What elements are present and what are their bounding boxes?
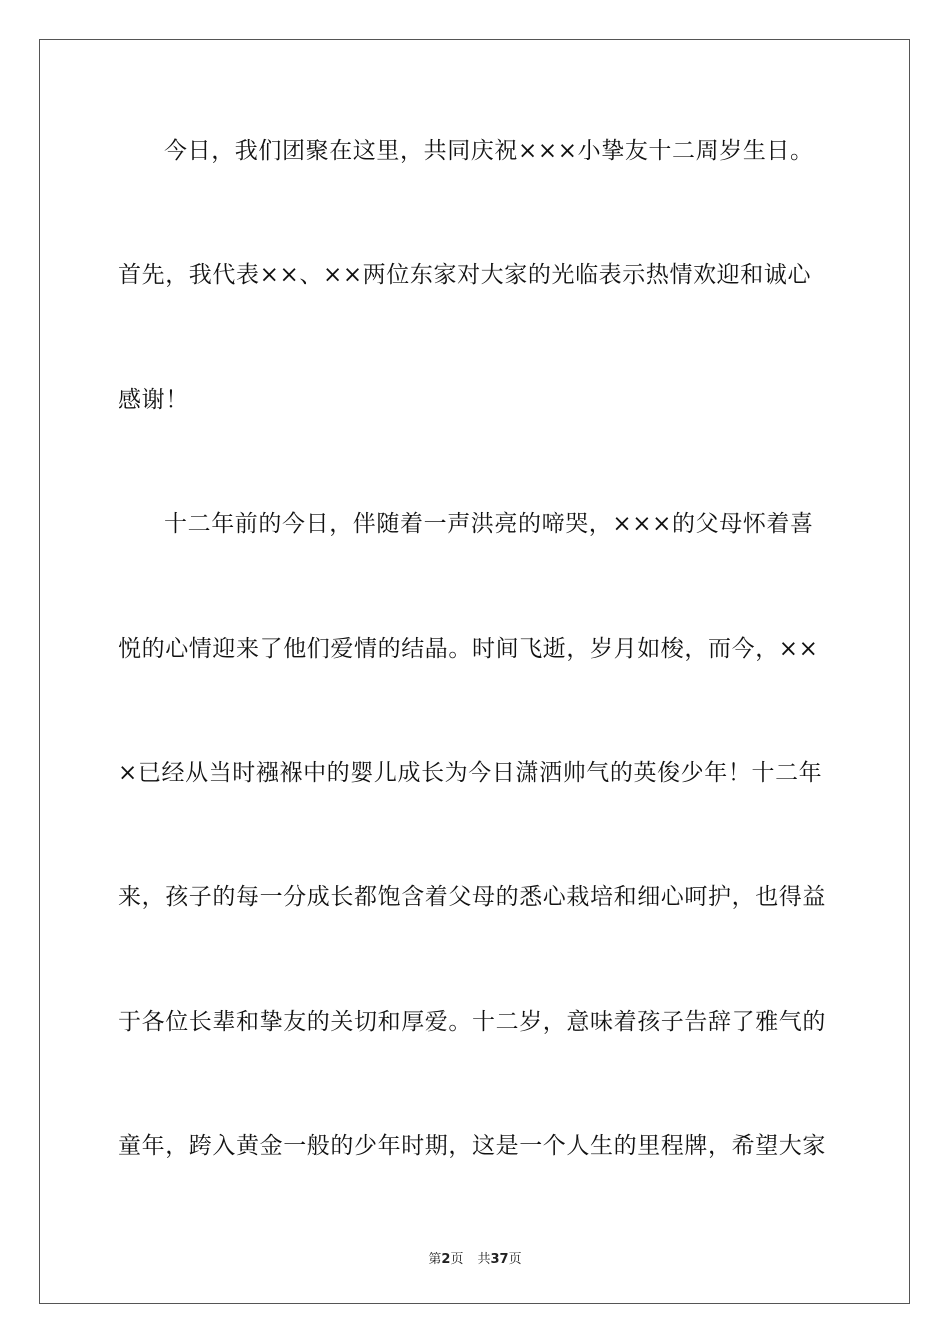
page-prefix: 第: [428, 1252, 442, 1267]
paragraph-line: 首先，我代表××、××两位东家对大家的光临表示热情欢迎和诚心: [118, 262, 812, 288]
paragraph-line: 来，孩子的每一分成长都饱含着父母的悉心栽培和细心呵护，也得益: [118, 884, 826, 910]
paragraph-line: 于各位长辈和挚友的关切和厚爱。十二岁，意味着孩子告辞了雅气的: [118, 1009, 826, 1035]
paragraph-line: 感谢！: [118, 387, 189, 413]
paragraph-line: 童年，跨入黄金一般的少年时期，这是一个人生的里程牌，希望大家: [118, 1133, 826, 1159]
total-prefix: 共: [477, 1252, 491, 1267]
paragraph-line: 十二年前的今日，伴随着一声洪亮的啼哭，×××的父母怀着喜: [164, 511, 814, 537]
page-border: [39, 39, 910, 1304]
paragraph-line: 悦的心情迎来了他们爱情的结晶。时间飞逝，岁月如梭，而今，××: [118, 636, 819, 662]
paragraph-line: ×已经从当时襁褓中的婴儿成长为今日潇洒帅气的英俊少年！十二年: [118, 760, 823, 786]
paragraph-line: 今日，我们团聚在这里，共同庆祝×××小挚友十二周岁生日。: [164, 138, 814, 164]
page-footer: [0, 1248, 950, 1267]
total-pages: 37: [490, 1252, 509, 1267]
page-suffix: 页: [450, 1252, 464, 1267]
total-suffix: 页: [508, 1252, 522, 1267]
page-number: 2: [441, 1252, 451, 1267]
